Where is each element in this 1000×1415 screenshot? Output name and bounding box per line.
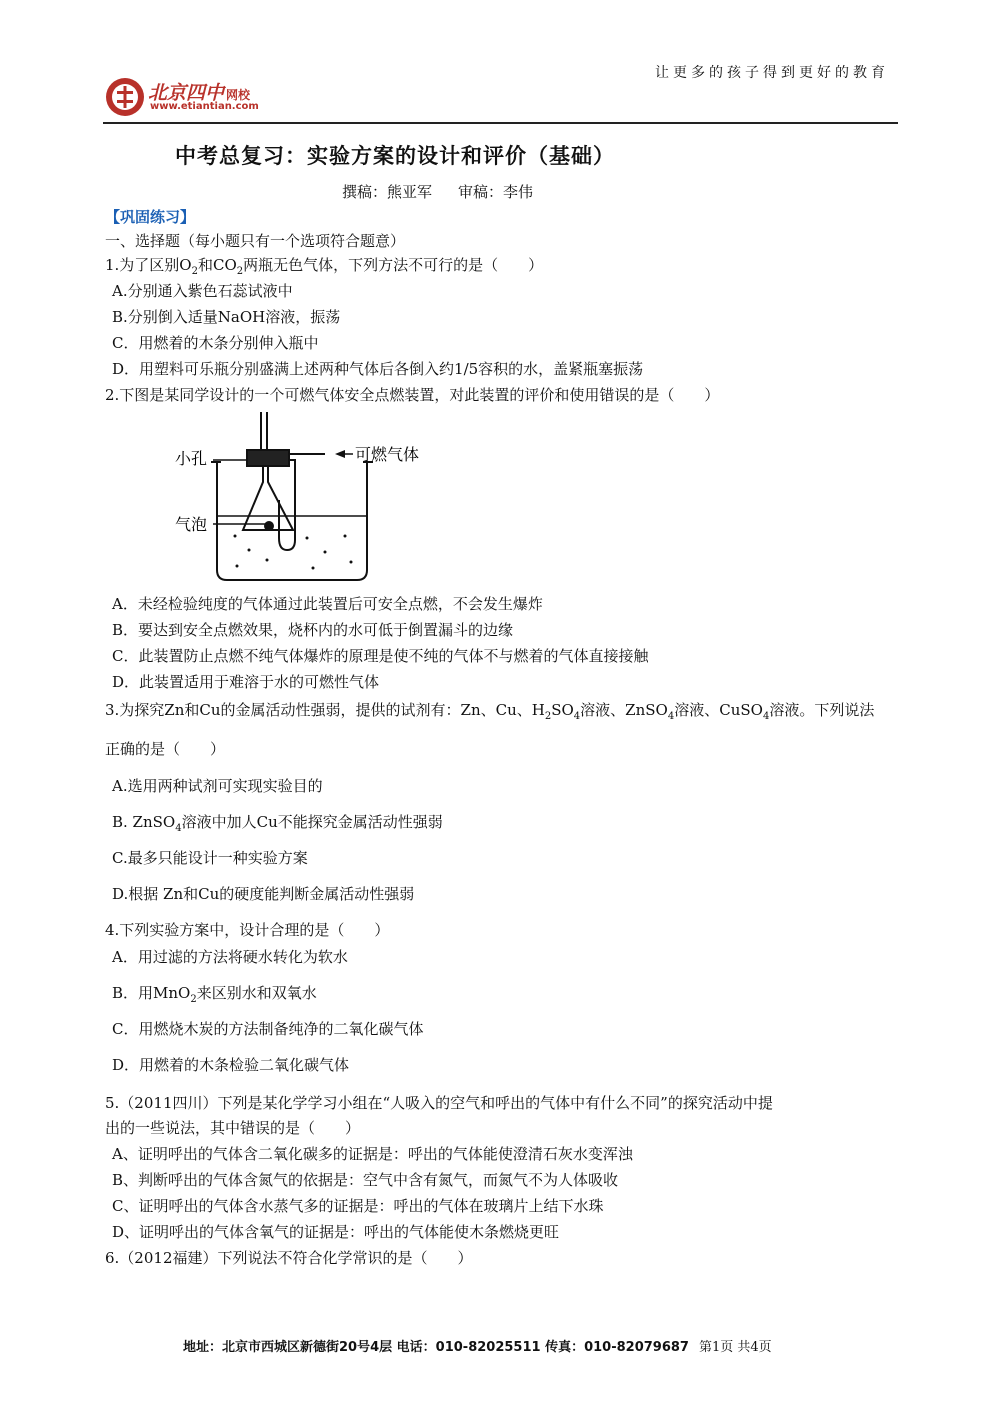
q1-subscript: 2 — [236, 266, 244, 277]
q3-stem-part: 溶液、CuSO — [674, 701, 763, 719]
question-5-stem: 5.（2011四川）下列是某化学学习小组在“人吸入的空气和呼出的气体中有什么不同”的探究活动中提 — [105, 1094, 773, 1112]
q3-option-b-part: 溶液中加人Cu不能探究金属活动性强弱 — [181, 813, 443, 831]
q3-option-b — [112, 812, 443, 839]
q4-option-c: C．用燃烧木炭的方法制备纯净的二氧化碳气体 — [112, 1020, 424, 1038]
footer-address: 地址：北京市西城区新德街20号4层 电话：010-82025511 传真：010-82079687 — [183, 1340, 689, 1355]
q5-option-c: C、证明呼出的气体含水蒸气多的证据是：呼出的气体在玻璃片上结下水珠 — [112, 1197, 604, 1215]
q3-subscript: 4 — [667, 711, 675, 722]
page-number: 第1页 共4页 — [698, 1340, 772, 1355]
q4-option-b-part: 来区别水和双氧水 — [196, 984, 317, 1002]
q3-subscript: 4 — [175, 823, 182, 834]
q2-option-a: A．未经检验纯度的气体通过此装置后可安全点燃，不会发生爆炸 — [112, 595, 543, 613]
q4-option-a: A．用过滤的方法将硬水转化为软水 — [112, 948, 348, 966]
label-small-hole: 小孔 — [175, 449, 208, 468]
q1-subscript: 2 — [191, 266, 198, 277]
author-writer: 撰稿：熊亚军 — [342, 183, 433, 201]
question-5-stem-cont: 出的一些说法，其中错误的是（ ） — [105, 1119, 361, 1137]
q4-option-d: D．用燃着的木条检验二氧化碳气体 — [112, 1056, 350, 1074]
q4-option-b — [112, 983, 317, 1010]
logo-name-text: 北京四中 — [148, 82, 225, 104]
q2-option-b: B．要达到安全点燃效果，烧杯内的水可低于倒置漏斗的边缘 — [112, 621, 514, 639]
gas-ignition-apparatus-figure — [175, 410, 435, 590]
q3-stem-part: 溶液、ZnSO — [580, 701, 668, 719]
q3-subscript: 4 — [762, 711, 770, 722]
section-tag-line — [105, 207, 195, 227]
q3-stem-part: 3.为探究Zn和Cu的金属活动性强弱，提供的试剂有：Zn、Cu、H — [105, 701, 545, 719]
q1-option-c: C．用燃着的木条分别伸入瓶中 — [112, 334, 319, 352]
question-1-stem — [105, 255, 543, 282]
q1-option-b: B.分别倒入适量NaOH溶液，振荡 — [112, 308, 341, 326]
q3-subscript: 2 — [544, 711, 552, 722]
logo-url: www.etiantian.com — [150, 101, 259, 112]
question-3-stem-cont: 正确的是（ ） — [105, 740, 226, 758]
q4-option-b-part: B．用MnO — [112, 984, 191, 1002]
question-2-stem: 2.下图是某同学设计的一个可燃气体安全点燃装置，对此装置的评价和使用错误的是（ ） — [105, 386, 720, 404]
section-heading: 一、选择题（每小题只有一个选项符合题意） — [105, 232, 406, 250]
author-reviewer: 审稿：李伟 — [458, 183, 534, 201]
authors-line — [342, 181, 533, 202]
q1-option-a: A.分别通入紫色石蕊试液中 — [112, 282, 293, 300]
q2-option-c: C．此装置防止点燃不纯气体爆炸的原理是使不纯的气体不与燃着的气体直接接触 — [112, 647, 649, 665]
document-title: 中考总复习：实验方案的设计和评价（基础） — [175, 144, 615, 168]
q1-stem-part: 和CO — [197, 256, 237, 274]
label-combustible-gas: 可燃气体 — [355, 445, 420, 464]
header-slogan: 让更多的孩子得到更好的教育 — [655, 65, 889, 81]
question-3-stem — [105, 700, 874, 727]
q3-option-a: A.选用两种试剂可实现实验目的 — [112, 777, 323, 795]
page-footer — [183, 1336, 772, 1355]
q3-stem-part: SO — [551, 701, 574, 719]
q3-stem-part: 溶液。下列说法 — [769, 701, 875, 719]
q3-option-d: D.根据 Zn和Cu的硬度能判断金属活动性强弱 — [112, 885, 415, 903]
q3-subscript: 4 — [573, 711, 581, 722]
q5-option-a: A、证明呼出的气体含二氧化碳多的证据是：呼出的气体能使澄清石灰水变浑浊 — [112, 1145, 633, 1163]
q5-option-b: B、判断呼出的气体含氮气的依据是：空气中含有氮气，而氮气不为人体吸收 — [112, 1171, 619, 1189]
q2-option-d: D．此装置适用于难溶于水的可燃性气体 — [112, 673, 380, 691]
label-bubble: 气泡 — [175, 515, 208, 534]
header-divider — [103, 122, 898, 124]
q1-stem-part: 两瓶无色气体，下列方法不可行的是（ ） — [243, 256, 544, 274]
q5-option-d: D、证明呼出的气体含氧气的证据是：呼出的气体能使木条燃烧更旺 — [112, 1223, 560, 1241]
q4-subscript: 2 — [190, 994, 197, 1005]
question-4-stem: 4.下列实验方案中，设计合理的是（ ） — [105, 921, 390, 939]
logo-suffix: 网校 — [226, 88, 251, 102]
q3-option-b-part: B. ZnSO — [112, 813, 176, 831]
q1-stem-part: 1.为了区别O — [105, 256, 192, 274]
q3-option-c: C.最多只能设计一种实验方案 — [112, 849, 308, 867]
q1-option-d: D．用塑料可乐瓶分别盛满上述两种气体后各倒入约1/5容积的水，盖紧瓶塞振荡 — [112, 360, 644, 378]
question-6-stem: 6.（2012福建）下列说法不符合化学常识的是（ ） — [105, 1249, 473, 1267]
section-tag: 【巩固练习】 — [105, 208, 196, 226]
